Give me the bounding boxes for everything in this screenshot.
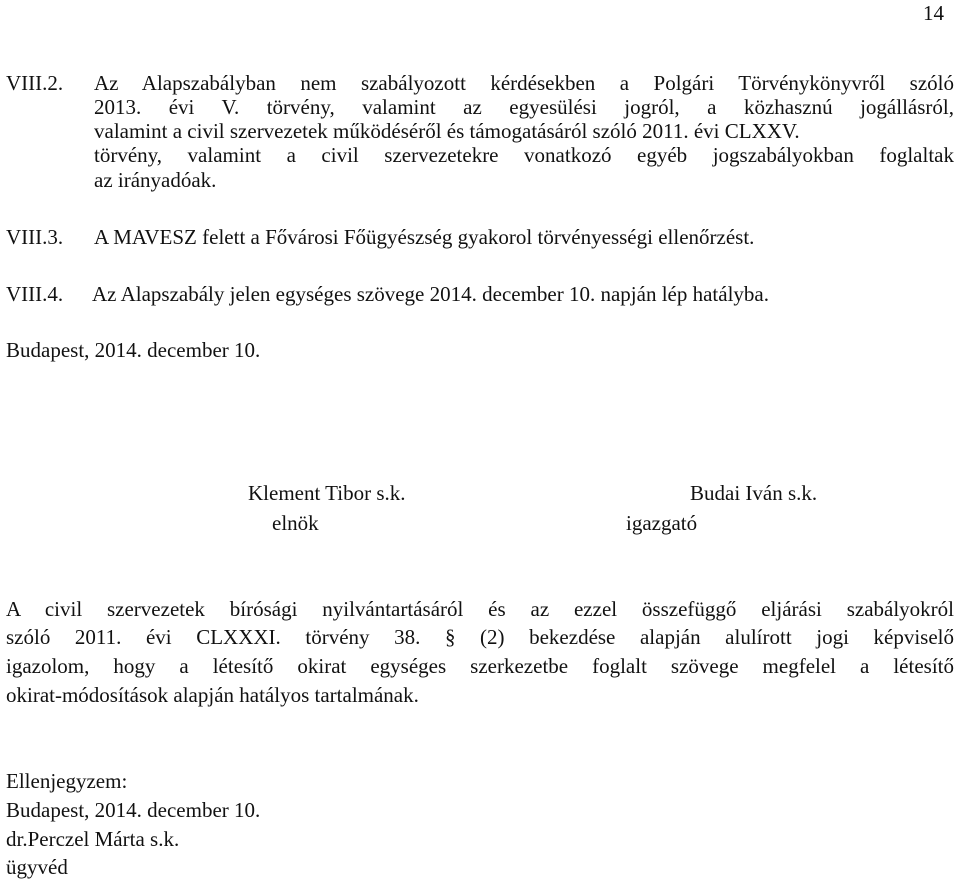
section-text-line: A MAVESZ felett a Fővárosi Főügyészség gyakorol törvényességi ellenőrzést. xyxy=(94,225,755,249)
countersign-label: Ellenjegyzem: xyxy=(6,769,128,793)
section-text-line: Az Alapszabályban nem szabályozott kérdésekben a Polgári Törvénykönyvről szóló xyxy=(94,71,954,95)
section-text-line: 2013. évi V. törvény, valamint az egyesülési jogról, a közhasznú jogállásról, xyxy=(94,95,954,119)
countersign-title: ügyvéd xyxy=(6,855,68,879)
signature-role: elnök xyxy=(272,511,319,535)
place-date: Budapest, 2014. december 10. xyxy=(6,338,261,362)
certification-line: A civil szervezetek bírósági nyilvántartásáról és az ezzel összefüggő eljárási szabályokról xyxy=(6,597,954,621)
section-number: VIII.3. xyxy=(6,225,64,249)
certification-line: okirat-módosítások alapján hatályos tartalmának. xyxy=(6,683,419,707)
section-text-line: valamint a civil szervezetek működéséről és támogatásáról szóló 2011. évi CLXXV. xyxy=(94,119,800,143)
section-number: VIII.2. xyxy=(6,71,64,95)
certification-line: szóló 2011. évi CLXXXI. törvény 38. § (2) bekezdése alapján alulírott jogi képviselő xyxy=(6,625,954,649)
signature-name: Klement Tibor s.k. xyxy=(248,481,406,505)
section-number: VIII.4. xyxy=(6,282,64,306)
section-text-line: Az Alapszabály jelen egységes szövege 2014. december 10. napján lép hatályba. xyxy=(92,282,769,306)
countersign-date: Budapest, 2014. december 10. xyxy=(6,798,261,822)
page-number: 14 xyxy=(923,1,944,25)
signature-name: Budai Iván s.k. xyxy=(690,481,818,505)
certification-line: igazolom, hogy a létesítő okirat egységes szerkezetbe foglalt szövege megfelel a létesítő xyxy=(6,654,954,678)
signature-role: igazgató xyxy=(626,511,698,535)
countersign-name: dr.Perczel Márta s.k. xyxy=(6,827,180,851)
section-text-line: törvény, valamint a civil szervezetekre vonatkozó egyéb jogszabályokban foglaltak xyxy=(94,143,954,167)
section-text-line: az irányadóak. xyxy=(94,168,217,192)
